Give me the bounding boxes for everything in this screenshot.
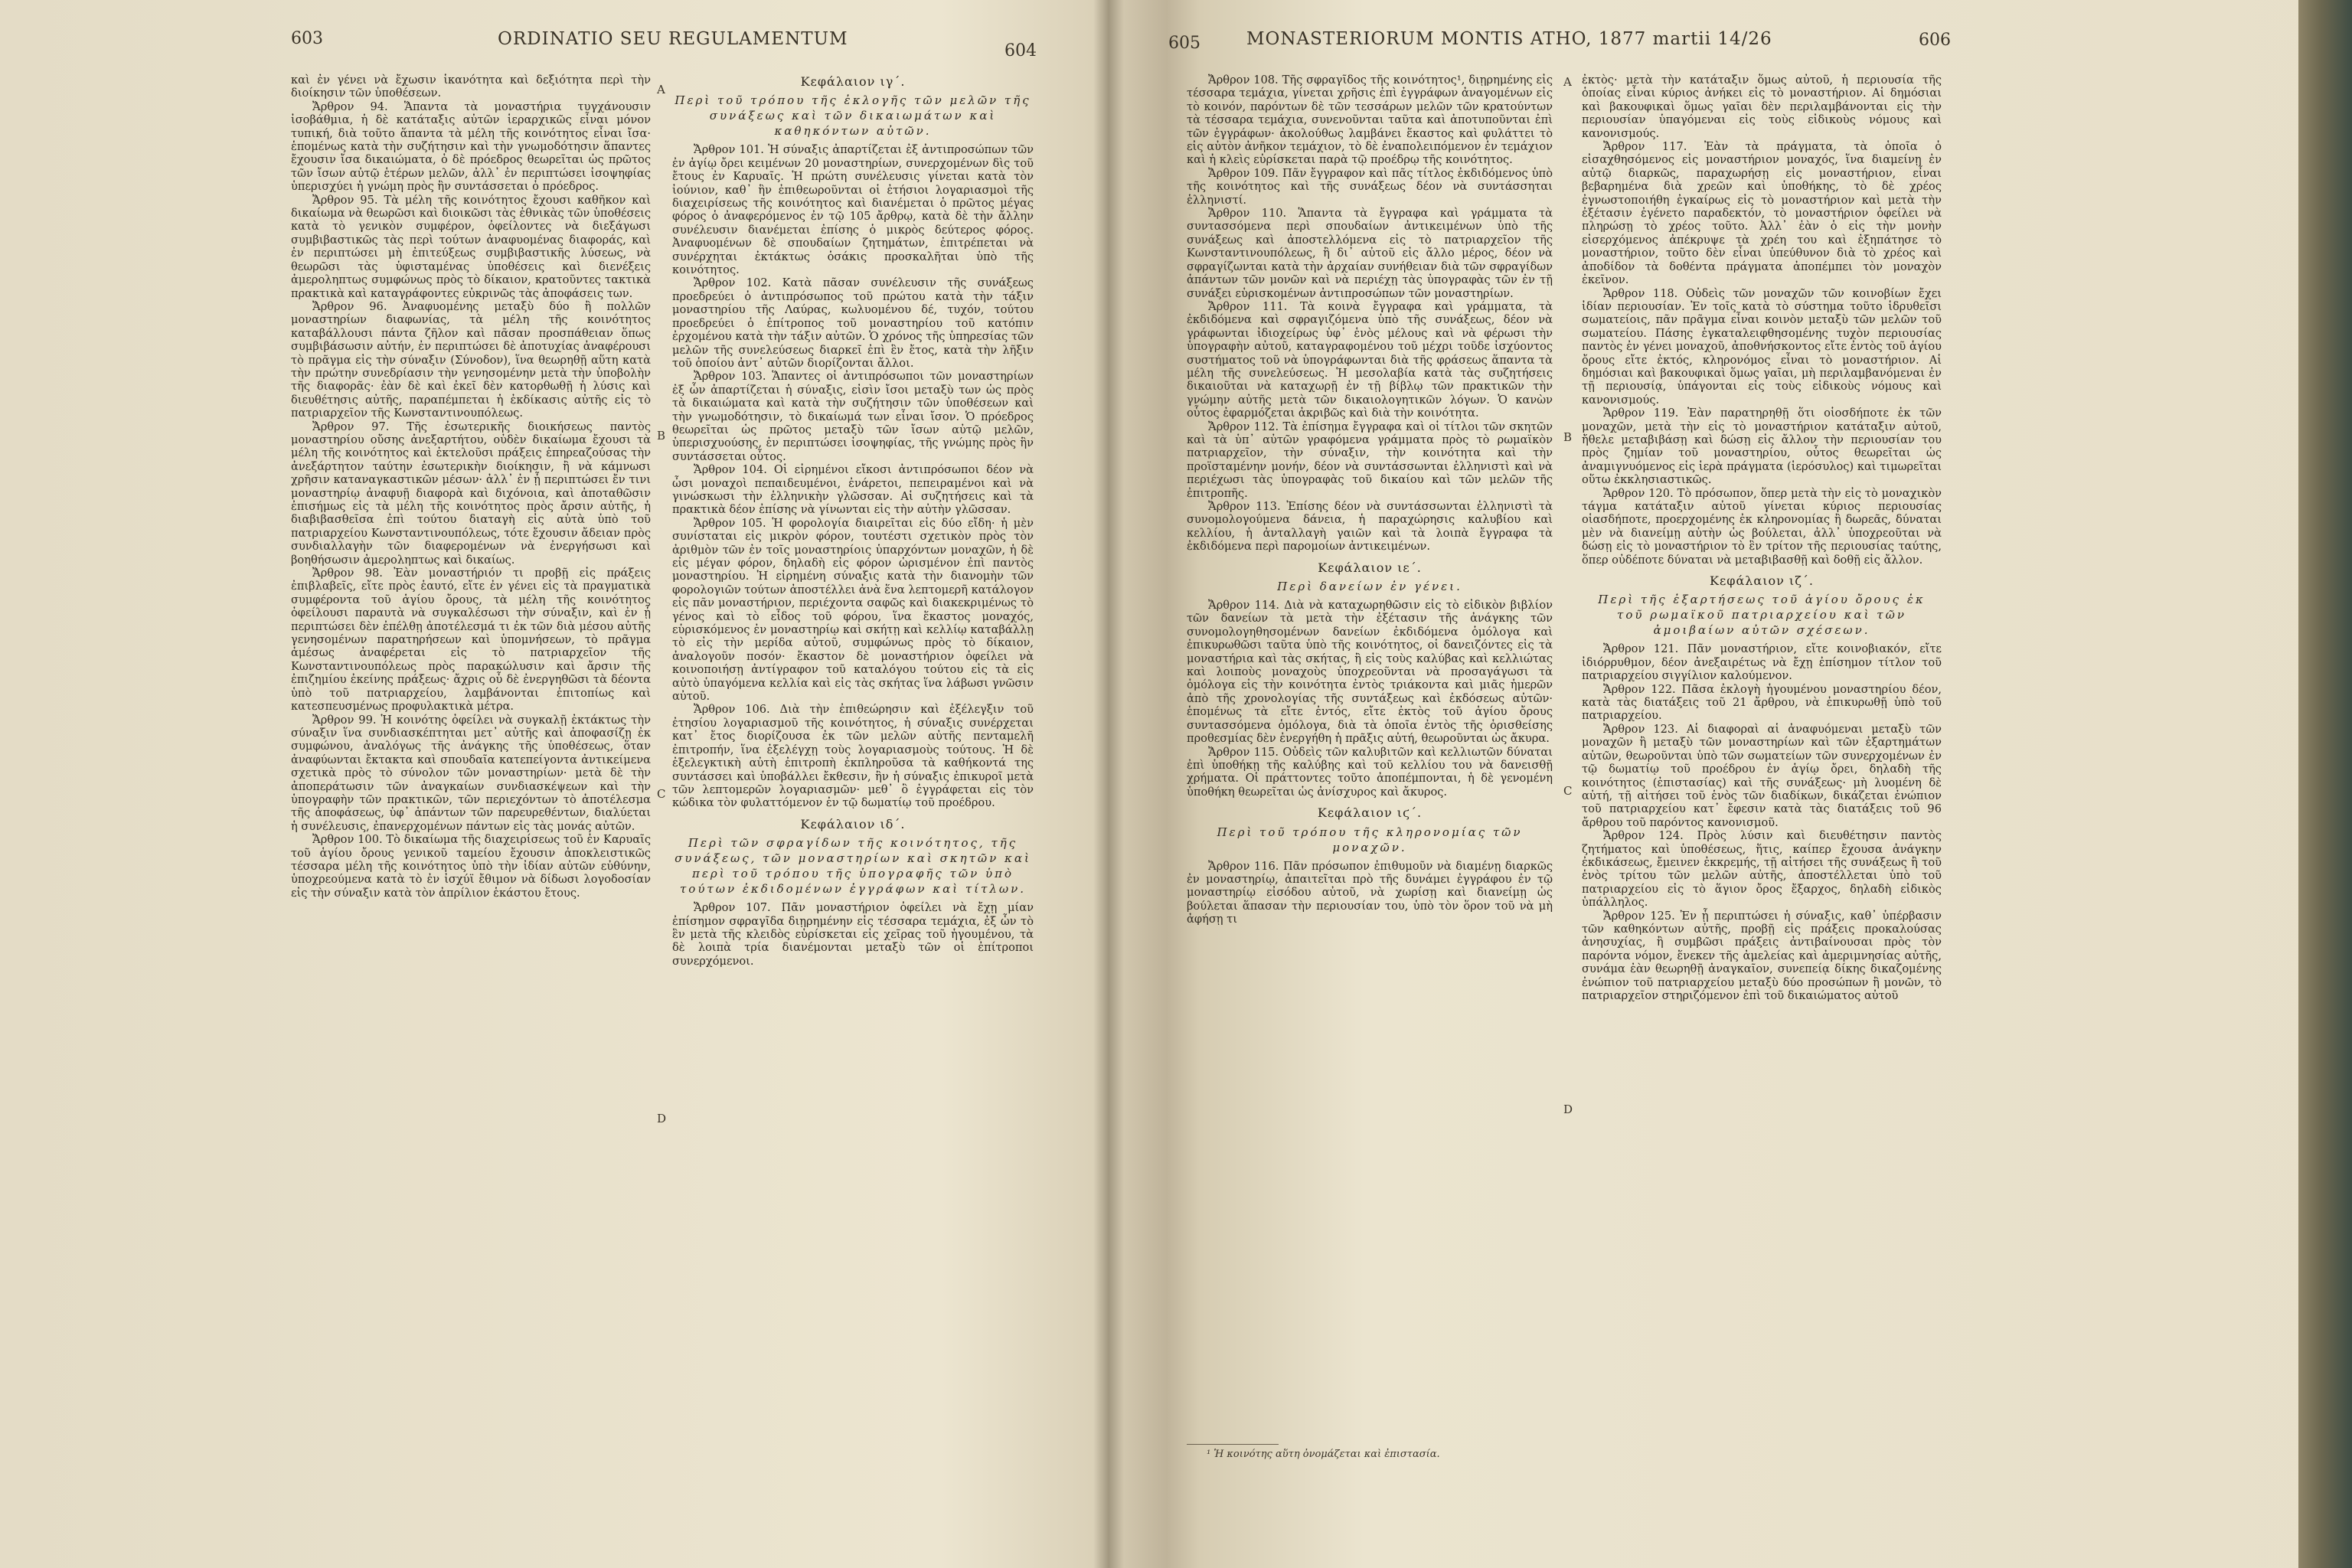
margin-letter: C bbox=[657, 787, 666, 801]
margin-letter: A bbox=[1563, 75, 1572, 89]
right-page bbox=[1122, 0, 2298, 1568]
text-column bbox=[672, 74, 1034, 968]
article-100: Ἄρθρον 100. Τὸ δικαίωμα τῆς διαχειρίσεως τοῦ ἐν Καρυαῖς τοῦ ἁγίου ὄρους γενικοῦ ταμείου ἔχουσιν ἀποκλειστικῶς τέσσαρα μέλη τῆς κοινότητος ὑπὸ τὴν ἰδίαν αὐτῶν εὐθύνην, ὑποχρεούμενα κατὰ τὸ ἐν ἰσχύϊ ἔθιμον νὰ δίδωσι λογοδοσίαν εἰς τὴν σύναξιν κατὰ τὸν ἀπρίλιον ἑκάστου ἔτους. bbox=[291, 833, 651, 900]
article-106: Ἄρθρον 106. Διὰ τὴν ἐπιθεώρησιν καὶ ἐξέλεγξιν τοῦ ἐτησίου λογαριασμοῦ τῆς κοινότητος, ἡ σύναξις συνέρχεται κατ᾽ ἔτος διορίζουσα ἐκ τῶν μελῶν αὐτῆς πενταμελῆ ἐπιτροπήν, ἵνα ἐξελέγχῃ τοὺς λογαριασμοὺς τούτους. Ἡ δὲ ἐξελεγκτικὴ αὐτὴ ἐπιτροπὴ ἐκπληροῦσα τὰ καθήκοντά της συντάσσει καὶ ὑποβάλλει ἔκθεσιν, ἣν ἡ σύναξις ἐπικυροῖ μετὰ τῶν λεπτομερῶν λογαριασμῶν· μεθ᾽ ὃ ἐγγράφεται εἰς τὸν κώδικα τὸν φυλαττόμενον ἐν τῷ δωματίῳ τοῦ προέδρου. bbox=[672, 703, 1034, 810]
page-number: 606 bbox=[1919, 31, 1951, 50]
chapter-title: Κεφάλαιον ιϛ΄. bbox=[1317, 805, 1423, 821]
chapter-heading bbox=[672, 818, 1034, 897]
article-96: Ἄρθρον 96. Ἀναφυομένης μεταξὺ δύο ἢ πολλῶν μοναστηρίων διαφωνίας, τὰ μέλη τῆς κοινότητος καταβάλλουσι πάντα ζῆλον καὶ πᾶσαν προσπάθειαν ὅπως συμβιβάσωσιν αὐτήν, ἐν περιπτώσει δὲ ἀποτυχίας ἀναφέρουσι τὸ πρᾶγμα εἰς τὴν σύναξιν (Σύνοδον), ἵνα θεωρηθῇ αὕτη κατὰ τὴν πρώτην συνεδρίασιν τὴν γενησομένην μετὰ τὴν ὑποβολὴν τῆς διαφορᾶς· ἐὰν δὲ καὶ ἐκεῖ δὲν κατορθωθῇ ἡ λύσις καὶ διευθέτησις αὐτῆς, παραπέμπεται ἡ ἐκδίκασις αὐτῆς εἰς τὸ πατριαρχεῖον τῆς Κωνσταντινουπόλεως. bbox=[291, 299, 651, 420]
chapter-subtitle: Περὶ τοῦ τρόπου τῆς κληρονομίας τῶν μοναχῶν. bbox=[1217, 825, 1523, 854]
chapter-subtitle: Περὶ τῶν σφραγίδων τῆς κοινότητος, τῆς συνάξεως, τῶν μοναστηρίων καὶ σκητῶν καὶ περὶ τοῦ τρόπου τῆς ὑπογραφῆς τῶν ὑπὸ τούτων ἐκδιδομένων ἐγγράφων καὶ τίτλων. bbox=[675, 836, 1031, 897]
page-number: 605 bbox=[1168, 34, 1200, 53]
article-94: Ἄρθρον 94. Ἅπαντα τὰ μοναστήρια τυγχάνουσιν ἰσοβάθμια, ἡ δὲ κατάταξις αὐτῶν ἱεραρχικῶς εἶναι μόνον τυπική, διὰ τοῦτο ἅπαντα τὰ μέλη τῆς κοινότητος εἶναι ἴσα· ἑπομένως κατὰ τὴν συζήτησιν καὶ τὴν γνωμοδότησιν ἅπαντες ἔχουσιν ἴσα δικαιώματα, ὁ δὲ πρόεδρος θεωρεῖται ὡς πρῶτος τῶν ἴσων αὐτῷ ἑτέρων μελῶν, ἀλλ᾽ ἐν περιπτώσει ἰσοψηφίας ὑπερισχύει ἡ γνώμη πρὸς ἣν συντάσσεται ὁ πρόεδρος. bbox=[291, 100, 651, 194]
chapter-title: Κεφάλαιον ιδ΄. bbox=[800, 816, 906, 831]
article-122: Ἄρθρον 122. Πᾶσα ἐκλογὴ ἡγουμένου μοναστηρίου δέον, κατὰ τὰς διατάξεις τοῦ 21 ἄρθρου, νὰ ἐπικυρωθῇ ὑπὸ τοῦ πατριαρχείου. bbox=[1582, 682, 1942, 723]
chapter-heading bbox=[672, 75, 1034, 139]
margin-letter: B bbox=[657, 429, 666, 443]
chapter-subtitle: Περὶ τοῦ τρόπου τῆς ἐκλογῆς τῶν μελῶν τῆς συνάξεως καὶ τῶν δικαιωμάτων καὶ καθηκόντων αὐτῶν. bbox=[675, 93, 1031, 139]
margin-letter: D bbox=[657, 1112, 667, 1125]
margin-letter: D bbox=[1563, 1102, 1573, 1116]
chapter-title: Κεφάλαιον ιε΄. bbox=[1318, 560, 1422, 575]
paragraph: καὶ ἐν γένει νὰ ἔχωσιν ἱκανότητα καὶ δεξιότητα περὶ τὴν διοίκησιν τῶν ὑποθέσεων. bbox=[291, 74, 651, 100]
page-edges bbox=[2298, 0, 2352, 1568]
article-119: Ἄρθρον 119. Ἐὰν παρατηρηθῇ ὅτι οἱοσδήποτε ἐκ τῶν μοναχῶν, μετὰ τὴν εἰς τὸ μοναστήριον κατάταξιν αὐτοῦ, ἤθελε μεταβιβάσῃ καὶ δώσῃ εἰς ἄλλον τὴν περιουσίαν του πρὸς ζημίαν τοῦ μοναστηρίου, οὗτος θεωρεῖται ὡς ἀναμιγνυόμενος εἰς ἱερὰ πράγματα (ἱερόσυλος) καὶ τιμωρεῖται οὕτω ἐκκλησιαστικῶς. bbox=[1582, 407, 1942, 487]
footnote: ¹ Ἡ κοινότης αὕτη ὀνομάζεται καὶ ἐπιστασία. bbox=[1207, 1449, 1440, 1460]
running-head: MONASTERIORUM MONTIS ATHO, 1877 martii 14/26 bbox=[1246, 29, 1772, 49]
article-103: Ἄρθρον 103. Ἅπαντες οἱ ἀντιπρόσωποι τῶν μοναστηρίων ἐξ ὧν ἀπαρτίζεται ἡ σύναξις, εἰσὶν ἴσοι μεταξὺ των ὡς πρὸς τὰ δικαιώματα καὶ κατὰ τὴν συζήτησιν τῶν ὑποθέσεων καὶ τὴν γνωμοδότησιν, τὸ δικαίωμά των εἶναι ἴσον. Ὁ πρόεδρος θεωρεῖται ὡς πρῶτος μεταξὺ τῶν ἴσων αὐτῷ μελῶν, ὑπερισχυούσης, ἐν περιπτώσει ἰσοψηφίας, τῆς γνώμης πρὸς ἣν συντάσσεται οὗτος. bbox=[672, 370, 1034, 463]
article-116: Ἄρθρον 116. Πᾶν πρόσωπον ἐπιθυμοῦν νὰ διαμένῃ διαρκῶς ἐν μοναστηρίῳ, ἀπαιτεῖται πρὸ τῆς δυνάμει ἐγγράφου ἐν τῷ μοναστηρίῳ εἰσόδου αὐτοῦ, νὰ χωρίσῃ καὶ διανείμῃ ὡς βούλεται ἅπασαν τὴν περιουσίαν του, ὑπὸ τὸν ὅρον τοῦ νὰ μὴ ἀφήσῃ τι bbox=[1187, 859, 1553, 926]
chapter-title: Κεφάλαιον ιζ΄. bbox=[1710, 573, 1814, 589]
paragraph: ἐκτὸς· μετὰ τὴν κατάταξιν ὅμως αὐτοῦ, ἡ περιουσία τῆς ὁποίας εἶναι κύριος ἀνήκει εἰς τὸ μοναστήριον. Αἱ δημόσιαι καὶ βακουφικαὶ ὅμως γαῖαι δὲν περιλαμβάνονται εἰς τὴν περιουσίαν ὑπαγόμεναι εἰς τοὺς εἰδικοὺς νόμους καὶ κανονισμούς. bbox=[1582, 74, 1942, 140]
page-number: 603 bbox=[291, 29, 323, 48]
chapter-subtitle: Περὶ τῆς ἐξαρτήσεως τοῦ ἁγίου ὄρους ἐκ τοῦ ρωμαϊκοῦ πατριαρχείου καὶ τῶν ἀμοιβαίων αὐτῶν σχέσεων. bbox=[1598, 593, 1926, 638]
margin-letter: A bbox=[657, 83, 665, 96]
article-111: Ἄρθρον 111. Τὰ κοινὰ ἔγγραφα καὶ γράμματα, τὰ ἐκδιδόμενα καὶ σφραγιζόμενα ὑπὸ τῆς συνάξεως, δέον νὰ γράφωνται ἰδιοχείρως ὑφ᾽ ἑνὸς μέλους καὶ νὰ φέρωσι τὴν ὑπογραφὴν αὐτοῦ, καταγραφομένου τοῦ μέχρι τοῦδε ἰσχύοντος συστήματος τοῦ νὰ ὑπογράφωνται διὰ τῆς φράσεως ἅπαντα τὰ μέλη τῆς συνελεύσεως. Ἡ μεσολαβία κατὰ τὰς συζητήσεις δικαιοῦται νὰ καταχωρῇ ἐν τῇ βίβλῳ τῶν πρακτικῶν τὴν γνώμην αὐτῆς μετὰ τῶν δικαιολογητικῶν λόγων. Ὁ κανὼν οὗτος ἐφαρμόζεται ἀκριβῶς καὶ διὰ τὴν κοινότητα. bbox=[1187, 299, 1553, 420]
chapter-heading bbox=[1187, 561, 1553, 594]
article-114: Ἄρθρον 114. Διὰ νὰ καταχωρηθῶσιν εἰς τὸ εἰδικὸν βιβλίον τῶν δανείων τὰ μετὰ τὴν ἐξέτασιν τῆς ἀνάγκης τῶν συνομολογηθησομένων δανείων ἐκδιδόμενα ὁμόλογα καὶ ἐπικυρωθῶσι ταῦτα ὑπὸ τῆς κοινότητος, οἱ δανειζόντες εἰς τὰ μοναστήρια καὶ τὰς σκήτας, ἢ εἰς τοὺς καλύβας καὶ κελλιώτας καὶ λοιποὺς μοναχοὺς ὑποχρεοῦνται νὰ προσαγάγωσι τὰ ὁμόλογα εἰς τὴν κοινότητα ἐντὸς τριάκοντα καὶ μιᾶς ἡμερῶν ἀπὸ τῆς χρονολογίας τῆς συντάξεως καὶ ἐκδόσεως αὐτῶν· ἑπομένως τὰ εἴτε ἐντός, εἴτε ἐκτὸς τοῦ ἁγίου ὄρους συντασσόμενα ὁμόλογα, διὰ τὰ ὁποῖα ἐντὸς τῆς ὁρισθείσης προθεσμίας δὲν ἐνεργήθη ἡ πρᾶξις αὐτή, θεωροῦνται ὡς ἄκυρα. bbox=[1187, 599, 1553, 746]
chapter-heading bbox=[1582, 574, 1942, 638]
article-107: Ἄρθρον 107. Πᾶν μοναστήριον ὀφείλει νὰ ἔχῃ μίαν ἐπίσημον σφραγῖδα διῃρημένην εἰς τέσσαρα τεμάχια, ἐξ ὧν τὸ ἓν μετὰ τῆς κλειδὸς εὑρίσκεται εἰς χεῖρας τοῦ ἡγουμένου, τὰ δὲ λοιπὰ τρία διανέμονται μεταξὺ τῶν οἱ ἐπίτροποι συνερχόμενοι. bbox=[672, 901, 1034, 968]
chapter-heading bbox=[1187, 806, 1553, 854]
margin-letter: C bbox=[1563, 784, 1573, 798]
left-page bbox=[0, 0, 1095, 1568]
article-109: Ἄρθρον 109. Πᾶν ἔγγραφον καὶ πᾶς τίτλος ἐκδιδόμενος ὑπὸ τῆς κοινότητος καὶ τῆς συνάξεως δέον νὰ συντάσσηται ἑλληνιστί. bbox=[1187, 166, 1553, 207]
margin-letter: B bbox=[1563, 430, 1573, 444]
text-column bbox=[1582, 74, 1942, 1002]
chapter-title: Κεφάλαιον ιγ΄. bbox=[800, 74, 906, 89]
article-102: Ἄρθρον 102. Κατὰ πᾶσαν συνέλευσιν τῆς συνάξεως προεδρεύει ὁ ἀντιπρόσωπος τοῦ πρώτου κατὰ τὴν τάξιν μοναστηρίου τῆς Λαύρας, κωλυομένου δέ, τυχόν, τούτου προεδρεύει ὁ ἐπίτροπος τοῦ μοναστηρίου τοῦ κατόπιν ἐρχομένου κατὰ τὴν τάξιν αὐτῶν. Ὁ χρόνος τῆς ὑπηρεσίας τῶν μελῶν τῆς συνελεύσεως διαρκεῖ ἐπὶ ἓν ἔτος, κατὰ τὴν λῆξιν τοῦ ὁποίου ἀντ᾽ αὐτῶν διορίζονται ἄλλοι. bbox=[672, 276, 1034, 370]
article-110: Ἄρθρον 110. Ἅπαντα τὰ ἔγγραφα καὶ γράμματα τὰ συντασσόμενα περὶ σπουδαίων ἀντικειμένων ὑπὸ τῆς συνάξεως καὶ ἀποστελλόμενα εἰς τὸ πατριαρχεῖον τῆς Κωνσταντινουπόλεως, ἢ δι᾽ αὐτοῦ εἰς ἄλλο μέρος, δέον νὰ σφραγίζωνται κατὰ τὴν ἀρχαίαν συνήθειαν διὰ τῶν σφραγίδων ἁπάντων τῶν μονῶν καὶ νὰ περιέχῃ τὰς ὑπογραφὰς τῶν ἐν τῇ συνάξει εὑρισκομένων ἀντιπροσώπων τῶν μοναστηρίων. bbox=[1187, 207, 1553, 300]
article-123: Ἄρθρον 123. Αἱ διαφοραὶ αἱ ἀναφυόμεναι μεταξὺ τῶν μοναχῶν ἢ μεταξὺ τῶν μοναστηρίων καὶ τῶν ἐξαρτημάτων αὐτῶν, θεωροῦνται ὑπὸ τῶν σωματείων τῶν συνερχομένων ἐν τῷ δωματίῳ τοῦ προέδρου ἐν ἁγίῳ ὄρει, δηλαδὴ τῆς κοινότητος (ἐπιστασίας) καὶ τῆς συνάξεως· μὴ λυομένη δὲ αὐτή, τῇ αἰτήσει τοῦ ἑνὸς τῶν διαδίκων, δικάζεται ἐνώπιον τοῦ πατριαρχείου κατ᾽ ἔφεσιν κατὰ τὰς διατάξεις τοῦ 96 ἄρθρου τοῦ παρόντος κανονισμοῦ. bbox=[1582, 722, 1942, 829]
page-number: 604 bbox=[1004, 41, 1037, 60]
article-112: Ἄρθρον 112. Τὰ ἐπίσημα ἔγγραφα καὶ οἱ τίτλοι τῶν σκητῶν καὶ τὰ ὑπ᾽ αὐτῶν γραφόμενα γράμματα πρὸς τὸ ρωμαϊκὸν πατριαρχεῖον, τὴν σύναξιν, τὴν κοινότητα καὶ τὴν προϊσταμένην μονήν, δέον νὰ συντάσσωνται ἑλληνιστὶ καὶ νὰ περιέχωσι τὰς ὑπογραφὰς τοῦ δικαίου καὶ τῶν μελῶν τῆς ἐπιτροπῆς. bbox=[1187, 420, 1553, 500]
running-head: ORDINATIO SEU REGULAMENTUM bbox=[498, 29, 848, 49]
article-120: Ἄρθρον 120. Τὸ πρόσωπον, ὅπερ μετὰ τὴν εἰς τὸ μοναχικὸν τάγμα κατάταξιν αὐτοῦ γίνεται κύριος περιουσίας οἱασδήποτε, προερχομένης ἐκ κληρονομίας ἢ δωρεᾶς, δύναται μὲν νὰ διανείμῃ αὐτὴν ὡς βούλεται, ἀλλ᾽ ὑποχρεοῦται νὰ δώσῃ εἰς τὸ μοναστήριον τὸ ἓν τρίτον τῆς περιουσίας ταύτης, ὅπερ οὐδέποτε δύναται νὰ μεταβιβασθῇ καὶ δοθῇ εἰς ἄλλον. bbox=[1582, 486, 1942, 567]
article-99: Ἄρθρον 99. Ἡ κοινότης ὀφείλει νὰ συγκαλῇ ἐκτάκτως τὴν σύναξιν ἵνα συνδιασκέπτηται μετ᾽ αὐτῆς καὶ ἀποφασίζῃ ἐκ συμφώνου, ἀναλόγως τῆς ἀνάγκης τῆς ὑποθέσεως, ὅταν ἀναφύωνται ἔκτακτα καὶ σπουδαῖα κατεπείγοντα ἀντικείμενα σχετικὰ πρὸς τὸ σύνολον τῶν μοναστηρίων· μετὰ δὲ τὴν ἀποπεράτωσιν τῶν ἀναγκαίων συνδιασκέψεων καὶ τὴν ὑπογραφὴν τῶν πρακτικῶν, τῶν περιεχόντων τὸ ἀποτέλεσμα τῆς ἀποφάσεως, ὑφ᾽ ἁπάντων τῶν παρευρεθέντων, διαλύεται ἡ συνέλευσις, ἐπανερχομένων πάντων εἰς τὰς μονάς αὐτῶν. bbox=[291, 713, 651, 833]
article-125: Ἄρθρον 125. Ἐν ᾗ περιπτώσει ἡ σύναξις, καθ᾽ ὑπέρβασιν τῶν καθηκόντων αὐτῆς, προβῇ εἰς πράξεις προκαλούσας ἀνησυχίας, ἢ συμβῶσι πράξεις ἀντιβαίνουσαι πρὸς τὸν παρόντα νόμον, ἕνεκεν τῆς ἀμελείας καὶ ἀμεριμνησίας αὐτῆς, συνάμα ἐὰν θεωρηθῇ ἀναγκαῖον, συνεπείᾳ δίκης δικαζομένης ἐνώπιον τοῦ πατριαρχείου μεταξὺ δύο προσώπων ἢ μονῶν, τὸ πατριαρχεῖον στηριζόμενον ἐπὶ τοῦ δικαιώματος αὐτοῦ bbox=[1582, 909, 1942, 1002]
article-108: Ἄρθρον 108. Τῆς σφραγῖδος τῆς κοινότητος¹, διῃρημένης εἰς τέσσαρα τεμάχια, γίνεται χρῆσις ἐπὶ ἐγγράφων ἀναγομένων εἰς τὸ κοινόν, παρόντων δὲ τῶν τεσσάρων μελῶν τῶν κρατούντων τὰ τέσσαρα τεμάχια, συνενοῦνται ταῦτα καὶ ἀποτυποῦνται ἐπὶ τῶν ἐγγράφων· ἀκολούθως λαμβάνει ἕκαστος καὶ φυλάττει τὸ εἰς αὐτὸν ἀνῆκον τεμάχιον, τὸ δὲ ἐναπολειπόμενον ἐν τεμάχιον καὶ ἡ κλεὶς εὑρίσκεται παρὰ τῷ προέδρῳ τῆς κοινότητος. bbox=[1187, 74, 1553, 167]
article-104: Ἄρθρον 104. Οἱ εἰρημένοι εἴκοσι ἀντιπρόσωποι δέον νὰ ὦσι μοναχοὶ πεπαιδευμένοι, ἐνάρετοι, πεπειραμένοι καὶ νὰ γινώσκωσι τὴν ἑλληνικὴν γλῶσσαν. Αἱ συζητήσεις καὶ τὰ πρακτικὰ δέον ἐπίσης νὰ γίνωνται εἰς τὴν αὐτὴν γλῶσσαν. bbox=[672, 463, 1034, 517]
text-column bbox=[1187, 74, 1553, 926]
chapter-subtitle: Περὶ δανείων ἐν γένει. bbox=[1277, 580, 1462, 594]
article-121: Ἄρθρον 121. Πᾶν μοναστήριον, εἴτε κοινοβιακόν, εἴτε ἰδιόρρυθμον, δέον ἀνεξαιρέτως νὰ ἔχῃ ἐπίσημον τίτλον τοῦ πατριαρχείου σιγγίλιον καλούμενον. bbox=[1582, 642, 1942, 683]
article-113: Ἄρθρον 113. Ἐπίσης δέον νὰ συντάσσωνται ἑλληνιστὶ τὰ συνομολογούμενα δάνεια, ἡ παραχώρησις καλυβίου καὶ κελλίου, ἡ ἀνταλλαγὴ γαιῶν καὶ τὰ λοιπὰ ἔγγραφα τὰ ἐκδιδόμενα περὶ παρομοίων ἀντικειμένων. bbox=[1187, 500, 1553, 554]
book-gutter bbox=[1093, 0, 1124, 1568]
article-124: Ἄρθρον 124. Πρὸς λύσιν καὶ διευθέτησιν παντὸς ζητήματος καὶ ὑποθέσεως, ἥτις, καίπερ ἔχουσα ἀνάγκην ἐκδικάσεως, ἔμεινεν ἐκκρεμής, τῇ αἰτήσει τῆς συνάξεως ἢ τοῦ ἑνὸς τρίτου τῶν μελῶν αὐτῆς, ἀποστέλλεται ὑπὸ τοῦ πατριαρχείου εἰς τὸ ἅγιον ὄρος ἔξαρχος, δηλαδὴ εἰδικὸς ὑπάλληλος. bbox=[1582, 829, 1942, 910]
article-97: Ἄρθρον 97. Τῆς ἐσωτερικῆς διοικήσεως παντὸς μοναστηρίου οὔσης ἀνεξαρτήτου, οὐδὲν δικαίωμα ἔχουσι τὰ μέλη τῆς κοινότητος καὶ ἐκτελοῦσι πράξεις ἐπηρεαζούσας τὴν ἀνεξάρτητον ταύτην ἐσωτερικὴν διοίκησιν, ἢ νὰ κάμνωσι χρῆσιν καταναγκαστικῶν μέσων· ἀλλ᾽ ἐν ᾗ περιπτώσει ἔν τινι μοναστηρίῳ ἀναφυῇ διαφορὰ καὶ διχόνοια, καὶ ἀποταθῶσιν ἐπισήμως εἰς τὰ μέλη τῆς κοινότητος πρὸς ἄρσιν αὐτῆς, ἡ διαβιβασθεῖσα ἐπὶ τούτου διαταγὴ εἰς αὐτὰ ὑπὸ τοῦ πατριαρχείου Κωνσταντινουπόλεως, τότε ἔχουσιν ἄδειαν πρὸς συνδιαλλαγὴν τῶν διαφερομένων νὰ ἐνεργήσωσι καὶ βοηθήσωσιν ἀμεροληπτως καὶ δικαίως. bbox=[291, 420, 651, 567]
article-117: Ἄρθρον 117. Ἐὰν τὰ πράγματα, τὰ ὁποῖα ὁ εἰσαχθησόμενος εἰς μοναστήριον μοναχός, ἵνα διαμείνῃ ἐν αὐτῷ διαρκῶς, παραχωρήσῃ εἰς μοναστήριον, εἶναι βεβαρημένα διὰ χρεῶν καὶ ὑποθήκης, τὸ δὲ χρέος ἐγνωστοποιήθη ἐγκαίρως εἰς τὸ μοναστήριον καὶ μετὰ τὴν ἐξέτασιν ἐγένετο παραδεκτόν, τὸ μοναστήριον ὀφείλει νὰ πληρώσῃ τὸ χρέος τοῦτο. Ἀλλ᾽ ἐὰν ὁ εἰς τὴν μονὴν εἰσερχόμενος ἀπέκρυψε τὰ χρέη του καὶ ἐξηπάτησε τὸ μοναστήριον, τοῦτο δὲν εἶναι ὑπεύθυνον διὰ τὸ χρέος καὶ ἀποδίδον τὰ δοθέντα πράγματα ἀποπέμπει τὸν μοναχὸν ἐκεῖνον. bbox=[1582, 140, 1942, 287]
footnote-rule bbox=[1187, 1444, 1279, 1445]
article-115: Ἄρθρον 115. Οὐδεὶς τῶν καλυβιτῶν καὶ κελλιωτῶν δύναται ἐπὶ ὑποθήκῃ τῆς καλύβης καὶ τοῦ κελλίου του νὰ δανεισθῇ χρήματα. Οἱ πράττοντες τοῦτο ἀποπέμπονται, ἡ δὲ γενομένη ὑποθήκη θεωρεῖται ὡς ἀνίσχυρος καὶ ἄκυρος. bbox=[1187, 745, 1553, 799]
article-101: Ἄρθρον 101. Ἡ σύναξις ἀπαρτίζεται ἐξ ἀντιπροσώπων τῶν ἐν ἁγίῳ ὄρει κειμένων 20 μοναστηρίων, συνερχομένων δὶς τοῦ ἔτους ἐν Καρυαῖς. Ἡ πρώτη συνέλευσις γίνεται κατὰ τὸν ἰούνιον, καθ᾽ ἣν ἐπιθεωροῦνται οἱ ἐτήσιοι λογαριασμοὶ τῆς διαχειρίσεως τῆς κοινότητος καὶ διανέμεται ὁ πρῶτος μέγας φόρος ὁ ἀναφερόμενος ἐν τῷ 105 ἄρθρῳ, κατὰ δὲ τὴν ἄλλην συνέλευσιν διανέμεται ἐπίσης ὁ μικρὸς δεύτερος φόρος. Ἀναφυομένων δὲ σπουδαίων ζητημάτων, ἐπιτρέπεται νὰ συνέρχηται ἐκτάκτως ὁσάκις προσκαλῆται ὑπὸ τῆς κοινότητος. bbox=[672, 143, 1034, 277]
text-column bbox=[291, 74, 651, 900]
article-98: Ἄρθρον 98. Ἐὰν μοναστήριόν τι προβῇ εἰς πράξεις ἐπιβλαβεῖς, εἴτε πρὸς ἑαυτό, εἴτε ἐν γένει εἰς τὰ πραγματικὰ συμφέροντα τοῦ ἁγίου ὄρους, τὰ μέλη τῆς κοινότητος ὀφείλουσι παραυτὰ νὰ συγκαλέσωσι τὴν σύναξιν, καὶ ἐν ᾗ περιπτώσει δὲν ἐπέλθῃ ἀποτέλεσμά τι ἐκ τῶν διὰ μέσου αὐτῆς γενησομένων παρατηρήσεων καὶ ὑπομνήσεων, τὸ πρᾶγμα ἀμέσως ἀναφέρεται εἰς τὸ πατριαρχεῖον τῆς Κωνσταντινουπόλεως πρὸς παρακώλυσιν καὶ ἄρσιν τῆς ἐπιζημίου ἐκείνης πράξεως· ἄχρις οὗ δὲ ἐνεργηθῶσι τὰ δέοντα ὑπὸ τοῦ πατριαρχείου, λαμβάνονται ἐπιτοπίως καὶ κατεσπευσμένως προφυλακτικὰ μέτρα. bbox=[291, 567, 651, 714]
article-118: Ἄρθρον 118. Οὐδεὶς τῶν μοναχῶν τῶν κοινοβίων ἔχει ἰδίαν περιουσίαν. Ἐν τοῖς κατὰ τὸ σύστημα τοῦτο ἱδρυθεῖσι σωματείοις, πᾶν πρᾶγμα εἶναι κοινὸν μεταξὺ τῶν μελῶν τοῦ σωματείου. Πάσης ἐγκαταλειφθησομένης τυχὸν περιουσίας παντὸς ἐν γένει μοναχοῦ, ἀποθνήσκοντος εἴτε ἐντὸς τοῦ ἁγίου ὄρους εἴτε ἐκτός, κληρονόμος εἶναι τὸ μοναστήριον. Αἱ δημόσιαι καὶ βακουφικαὶ ὅμως γαῖαι, μὴ περιλαμβανόμεναι ἐν τῇ περιουσίᾳ, ὑπάγονται εἰς τοὺς εἰδικοὺς νόμους καὶ κανονισμούς. bbox=[1582, 286, 1942, 407]
article-95: Ἄρθρον 95. Τὰ μέλη τῆς κοινότητος ἔχουσι καθῆκον καὶ δικαίωμα νὰ θεωρῶσι καὶ διοικῶσι τὰς ἐθνικὰς τῶν ὑποθέσεις κατὰ τὸ γενικὸν συμφέρον, ὀφείλοντες νὰ διεξάγωσι συμβιβαστικῶς τὰς περὶ τούτων ἀναφυομένας διαφοράς, καὶ ἐν περιπτώσει μὴ ἐπιτεύξεως συμβιβαστικῆς λύσεως, νὰ θεωρῶσι τὰς ὑφισταμένας ὑποθέσεις καὶ διενέξεις ἀμεροληπτως συμφώνως πρὸς τὸ δίκαιον, κρατοῦντες τακτικὰ πρακτικὰ καὶ καταγράφοντες εὐκρινῶς τὰς ἀποφάσεις των. bbox=[291, 193, 651, 300]
article-105: Ἄρθρον 105. Ἡ φορολογία διαιρεῖται εἰς δύο εἴδη· ἡ μὲν συνίσταται εἰς μικρὸν φόρον, τουτέστι σχετικὸν πρὸς τὸν ἀριθμὸν τῶν ἐν τοῖς μοναστηρίοις ὑπαρχόντων μοναχῶν, ἡ δὲ εἰς μέγαν φόρον, δηλαδὴ εἰς φόρον ὡρισμένον ἐπὶ παντὸς μοναστηρίου. Ἡ εἰρημένη σύναξις κατὰ τὴν διανομὴν τῶν φορολογιῶν τούτων ἀποστέλλει ἀνὰ ἕνα λεπτομερῆ κατάλογον εἰς πᾶν μοναστήριον, περιέχοντα σαφῶς καὶ διακεκριμένως τὸ γένος καὶ τὸ εἶδος τοῦ φόρου, ἵνα ἕκαστος μοναχός, εὑρισκόμενος ἐν μοναστηρίῳ καὶ σκήτῃ καὶ κελλίῳ καταβάλλῃ τὸ εἰς τὴν μερίδα αὐτοῦ, συμφώνως πρὸς τὸ δίκαιον, ἀναλογοῦν ποσόν· ἕκαστον δὲ μοναστήριον ὀφείλει νὰ κοινοποιήσῃ ἀντίγραφον τοῦ καταλόγου τούτου εἰς τὰ εἰς αὐτὸ ὑπαγόμενα κελλία καὶ εἰς τὰς σκήτας ἵνα λάβωσι γνῶσιν αὐτοῦ. bbox=[672, 516, 1034, 704]
